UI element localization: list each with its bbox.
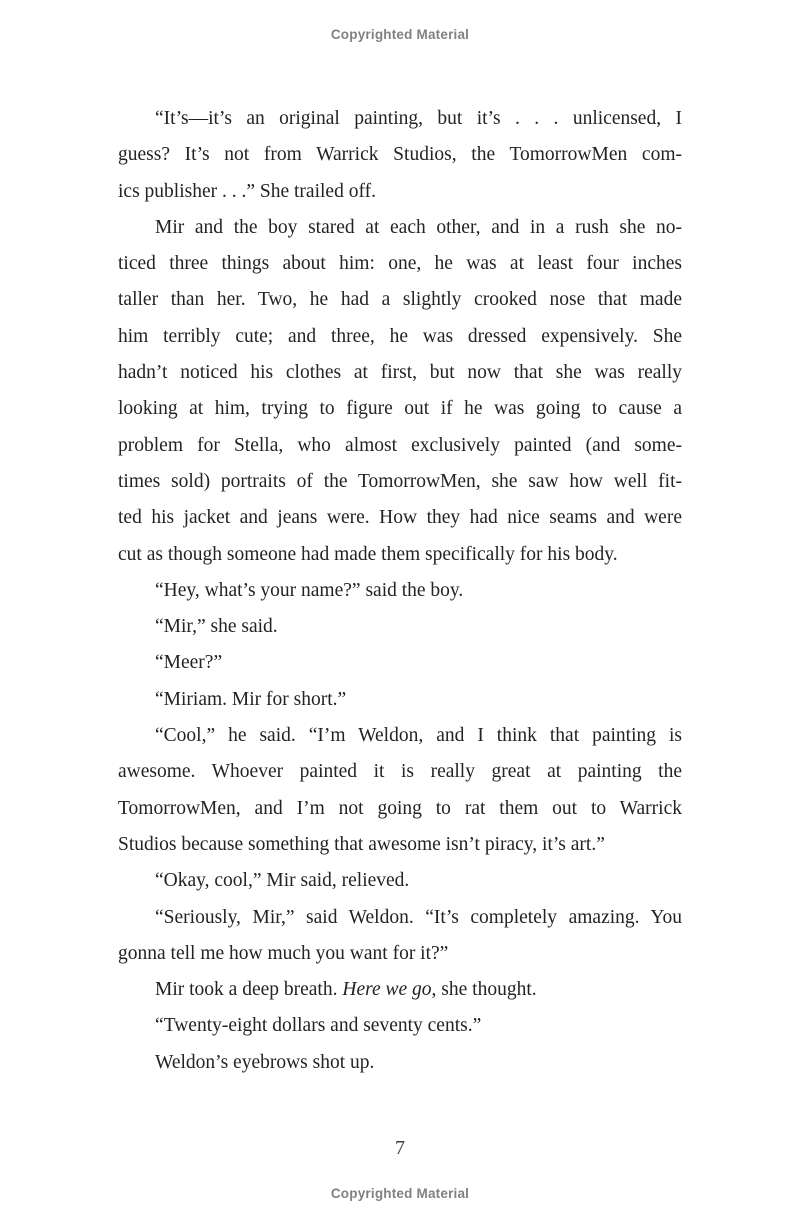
paragraph (118, 718, 682, 863)
paragraph (118, 682, 682, 718)
text-line (118, 246, 682, 282)
text-segment: hadn’t noticed his clothes at first, but now that she was really (118, 362, 682, 384)
text-line (118, 791, 682, 827)
text-line (118, 355, 682, 391)
text-segment: Weldon’s eyebrows shot up. (155, 1051, 375, 1073)
text-segment: taller than her. Two, he had a slightly crooked nose that made (118, 289, 682, 311)
text-line (118, 464, 682, 500)
text-line (118, 972, 682, 1008)
text-segment: “Okay, cool,” Mir said, relieved. (155, 870, 410, 892)
paragraph (118, 1045, 682, 1081)
text-segment: ted his jacket and jeans were. How they had nice seams and were (118, 507, 682, 529)
italic-text-segment: Here we go (342, 979, 432, 1001)
text-segment: Mir and the boy stared at each other, and in a rush she no- (155, 216, 682, 238)
text-segment: ics publisher . . .” She trailed off. (118, 180, 376, 202)
text-line (118, 682, 682, 718)
paragraph (118, 210, 682, 573)
text-line (118, 1045, 682, 1081)
text-segment: Studios because something that awesome isn’t piracy, it’s art.” (118, 833, 605, 855)
text-segment: “Twenty-eight dollars and seventy cents.” (155, 1015, 482, 1037)
paragraph (118, 900, 682, 973)
text-line (118, 936, 682, 972)
text-line (118, 754, 682, 790)
paragraph (118, 645, 682, 681)
text-line (118, 827, 682, 863)
text-segment: times sold) portraits of the TomorrowMen, she saw how well fit- (118, 470, 682, 492)
text-segment: him terribly cute; and three, he was dressed expensively. She (118, 325, 682, 347)
text-line (118, 101, 682, 137)
copyright-notice-top: Copyrighted Material (330, 27, 470, 42)
page-body (118, 101, 682, 1081)
text-line (118, 500, 682, 536)
paragraph (118, 863, 682, 899)
text-line (118, 137, 682, 173)
text-line (118, 609, 682, 645)
text-line (118, 391, 682, 427)
text-line (118, 573, 682, 609)
text-segment: “Mir,” she said. (155, 616, 278, 638)
text-segment: problem for Stella, who almost exclusively painted (and some- (118, 434, 682, 456)
text-line (118, 1008, 682, 1044)
text-segment: “Cool,” he said. “I’m Weldon, and I think that painting is (155, 725, 682, 747)
text-segment: “Seriously, Mir,” said Weldon. “It’s completely amazing. You (155, 906, 682, 928)
text-line (118, 718, 682, 754)
paragraph (118, 573, 682, 609)
text-line (118, 645, 682, 681)
paragraph (118, 101, 682, 210)
text-line (118, 428, 682, 464)
text-segment: looking at him, trying to figure out if he was going to cause a (118, 398, 682, 420)
text-line (118, 282, 682, 318)
text-segment: gonna tell me how much you want for it?” (118, 942, 449, 964)
text-segment: TomorrowMen, and I’m not going to rat them out to Warrick (118, 797, 682, 819)
text-segment: guess? It’s not from Warrick Studios, the TomorrowMen com- (118, 144, 682, 166)
text-line (118, 900, 682, 936)
text-segment: , she thought. (431, 979, 537, 1001)
text-segment: Mir took a deep breath. (155, 979, 343, 1001)
text-segment: “Miriam. Mir for short.” (155, 688, 347, 710)
text-line (118, 174, 682, 210)
copyright-notice-bottom: Copyrighted Material (330, 1186, 470, 1201)
paragraph (118, 1008, 682, 1044)
text-segment: “It’s—it’s an original painting, but it’s . . . unlicensed, I (155, 108, 682, 129)
text-line (118, 210, 682, 246)
text-line (118, 863, 682, 899)
text-segment: awesome. Whoever painted it is really great at painting the (118, 761, 682, 783)
text-segment: “Hey, what’s your name?” said the boy. (155, 579, 464, 601)
text-line (118, 319, 682, 355)
text-segment: ticed three things about him: one, he was at least four inches (118, 253, 682, 275)
paragraph (118, 609, 682, 645)
paragraph (118, 972, 682, 1008)
text-segment: “Meer?” (155, 652, 223, 674)
page-number: 7 (395, 1137, 405, 1159)
text-line (118, 537, 682, 573)
text-segment: cut as though someone had made them specifically for his body. (118, 543, 618, 565)
